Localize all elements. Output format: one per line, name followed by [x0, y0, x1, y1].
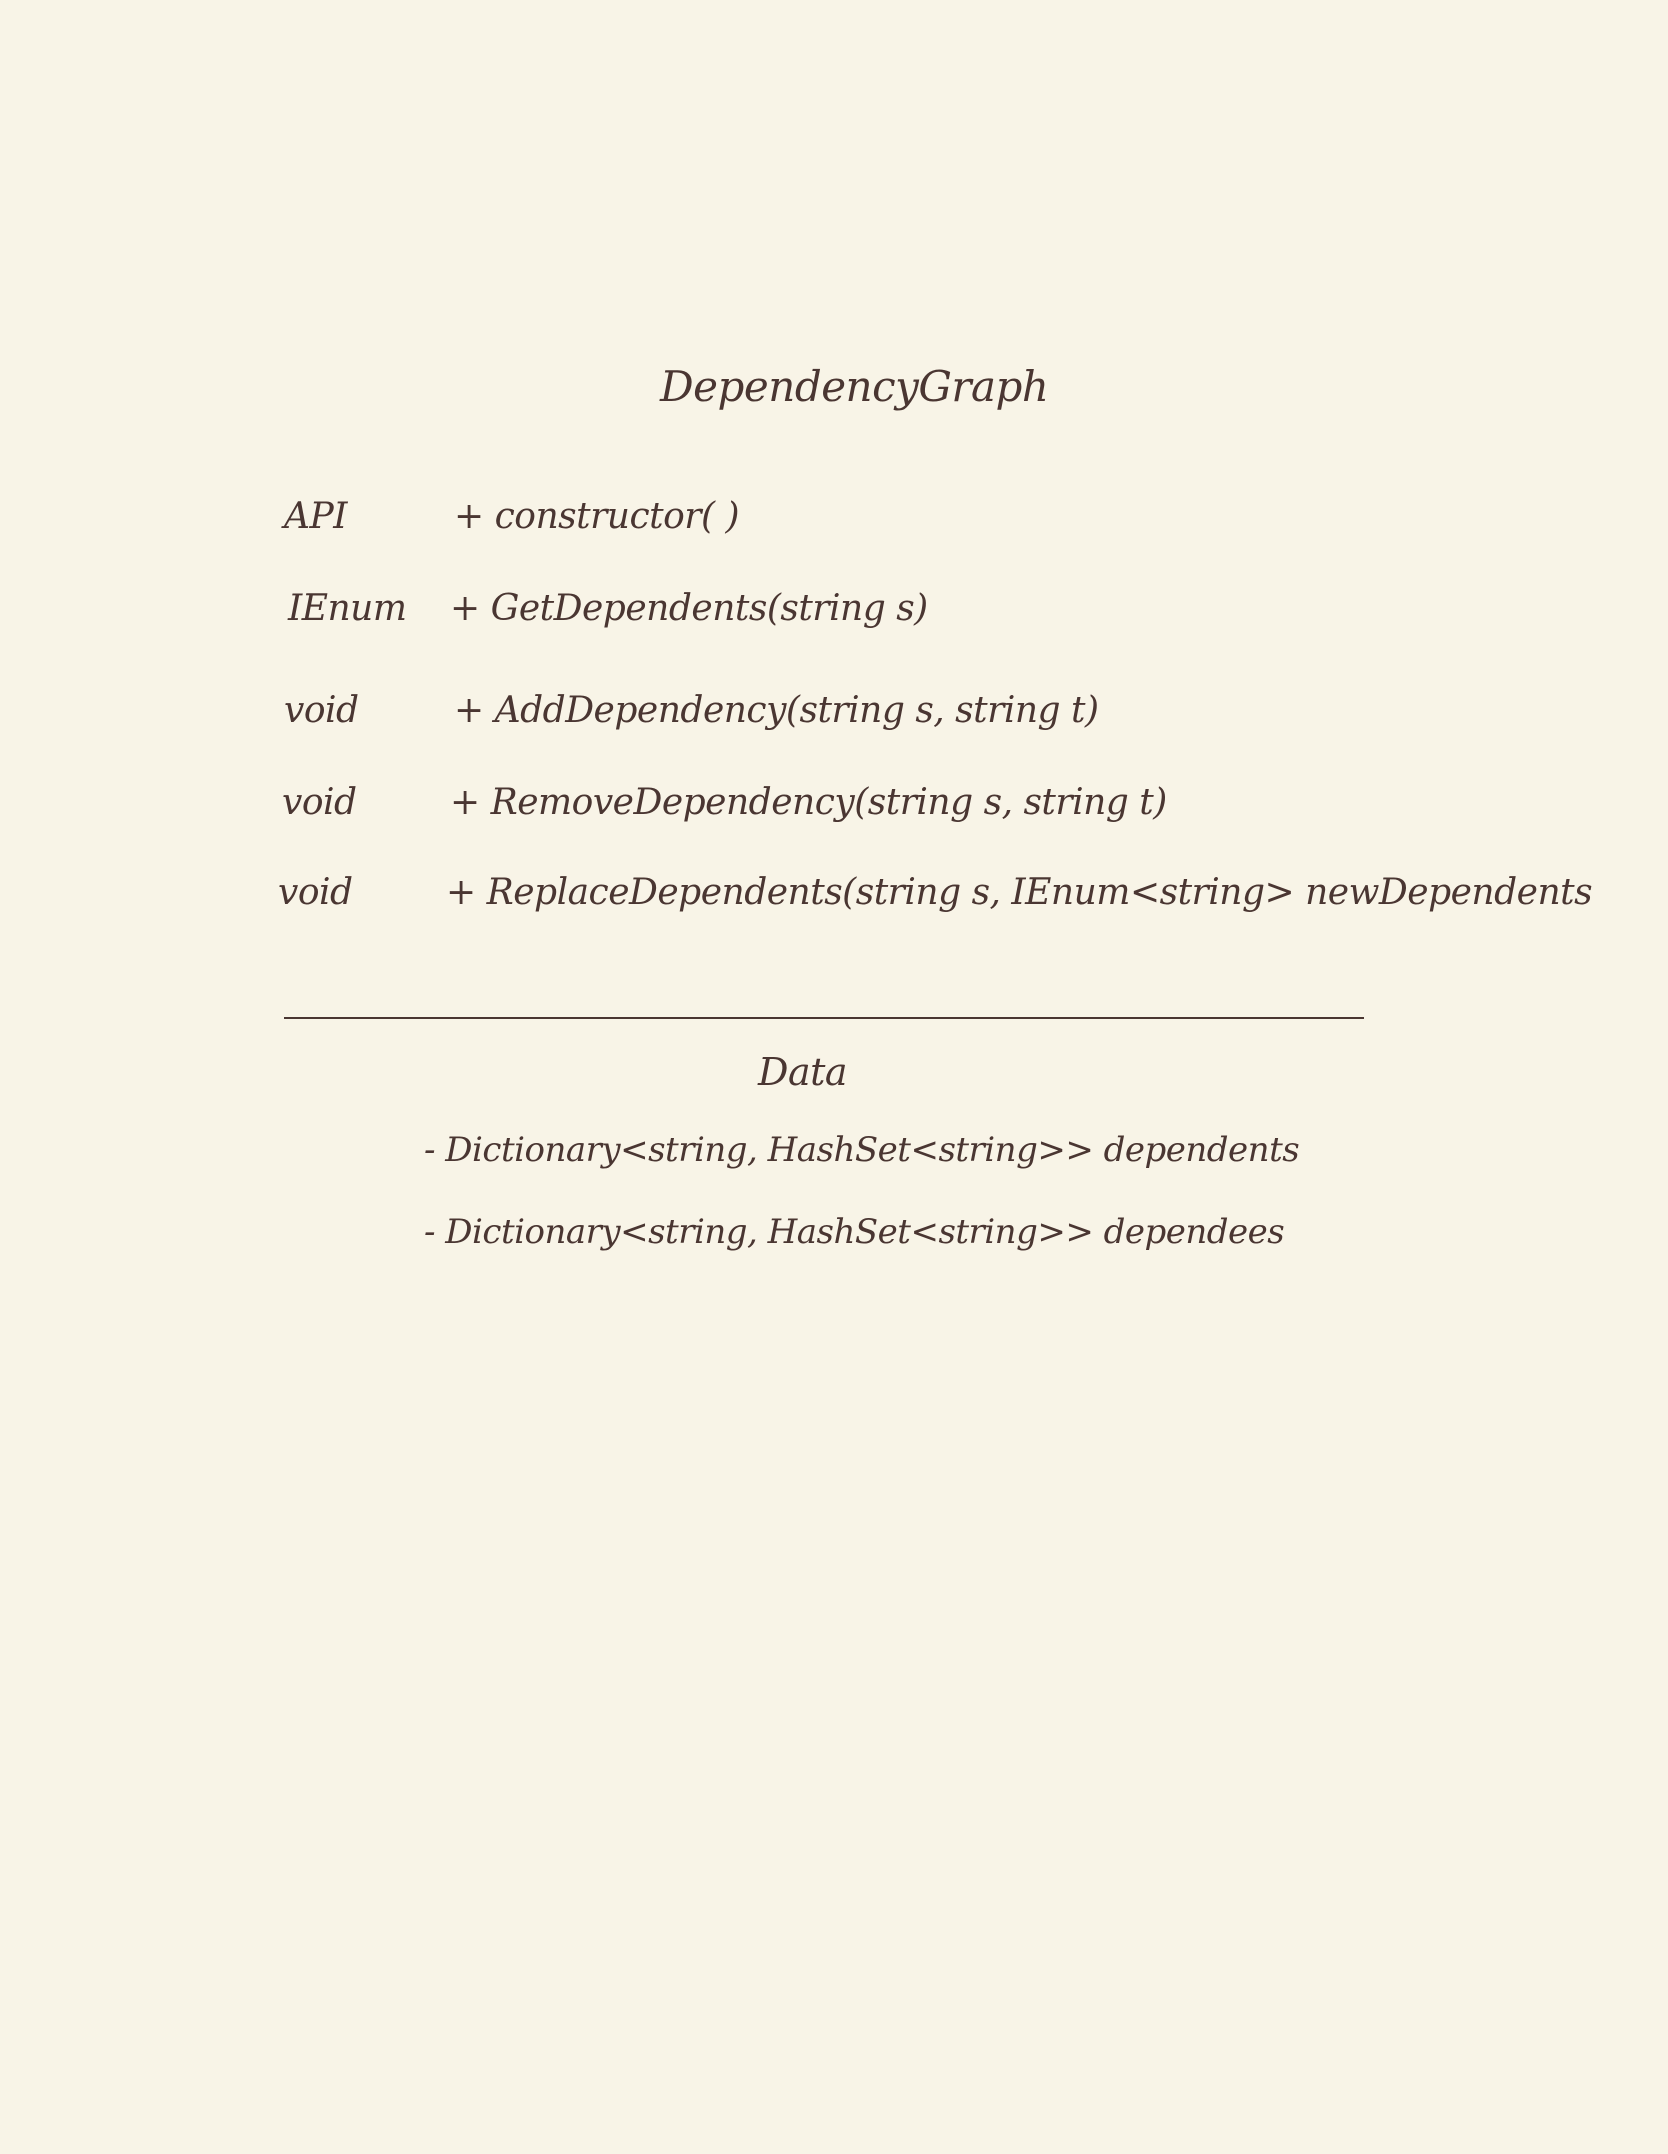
- operation-adddependency: + AddDependency(string s, string t): [454, 690, 1099, 731]
- api-label: API: [284, 496, 347, 537]
- operation-removedependency: + RemoveDependency(string s, string t): [450, 782, 1167, 823]
- operation-constructor: + constructor( ): [454, 496, 740, 537]
- return-type-adddependency: void: [284, 690, 359, 731]
- return-type-removedependency: void: [282, 782, 357, 823]
- field-dependees: - Dictionary<string, HashSet<string>> dependees: [424, 1212, 1285, 1252]
- section-divider: [284, 1017, 1364, 1019]
- data-title: Data: [758, 1050, 848, 1094]
- field-dependents: - Dictionary<string, HashSet<string>> dependents: [424, 1130, 1300, 1170]
- return-type-getdependents: IEnum: [288, 588, 407, 629]
- return-type-replacedependents: void: [278, 872, 353, 913]
- operation-replacedependents: + ReplaceDependents(string s, IEnum<string> newDependents: [446, 872, 1593, 913]
- operation-getdependents: + GetDependents(string s): [450, 588, 928, 629]
- class-title: DependencyGraph: [660, 362, 1049, 411]
